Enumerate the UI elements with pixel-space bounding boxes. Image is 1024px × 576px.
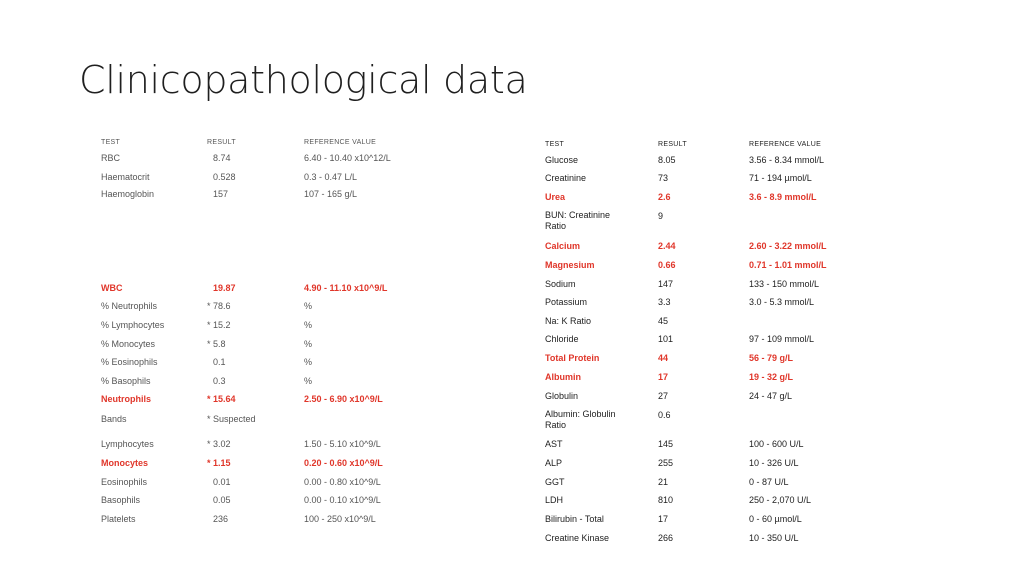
column-header: REFERENCE VALUE [749,141,822,148]
reference-value: 10 - 326 U/L [749,458,799,468]
flag-marker: * [207,458,211,468]
reference-value: 0.3 - 0.47 L/L [304,172,358,182]
result-value: 0.05 [213,495,231,505]
reference-value: % [304,320,313,330]
reference-value: 4.90 - 11.10 x10^9/L [304,283,388,293]
result-value: 0.528 [213,172,236,182]
result-value: 0.66 [658,260,676,270]
result-value: 21 [658,477,669,487]
page-title: Clinicopathological data [79,58,528,102]
test-name: Monocytes [101,458,149,468]
test-name: Bilirubin - Total [545,514,604,524]
test-name: ALP [545,458,563,468]
flag-marker: * [207,414,211,424]
test-name: Haematocrit [101,172,150,182]
test-name: Potassium [545,297,588,307]
result-value: 8.74 [213,153,231,163]
reference-value: % [304,339,313,349]
result-value: 27 [658,391,669,401]
test-name: Creatine Kinase [545,533,610,543]
reference-value: 1.50 - 5.10 x10^9/L [304,439,381,449]
test-name: Total Protein [545,353,600,363]
test-name: Urea [545,192,566,202]
test-name: % Neutrophils [101,301,158,311]
reference-value: 0.20 - 0.60 x10^9/L [304,458,383,468]
test-name: % Monocytes [101,339,156,349]
result-value: 9 [658,211,664,221]
reference-value: 10 - 350 U/L [749,533,799,543]
test-name: Albumin [545,372,581,382]
reference-value: 6.40 - 10.40 x10^12/L [304,153,391,163]
test-name: Chloride [545,334,579,344]
reference-value: 250 - 2,070 U/L [749,495,812,505]
test-name: Glucose [545,155,579,165]
test-name: Sodium [545,279,576,289]
test-name: Magnesium [545,260,595,270]
flag-marker: * [207,301,211,311]
result-value: 145 [658,439,674,449]
result-value: * 15.2 [207,320,231,330]
result-value: 3.3 [658,297,671,307]
reference-value: 3.0 - 5.3 mmol/L [749,297,815,307]
test-name: Lymphocytes [101,439,154,449]
test-name: GGT [545,477,565,487]
flag-marker: * [207,439,211,449]
result-value: 17 [658,514,669,524]
result-value: 8.05 [658,155,676,165]
reference-value: 3.6 - 8.9 mmol/L [749,192,817,202]
test-name: Albumin: Globulin Ratio [545,409,616,430]
column-header: RESULT [658,141,687,148]
test-name: Neutrophils [101,394,152,404]
test-name: Bands [101,414,127,424]
result-value: 0.6 [658,410,671,420]
column-header: RESULT [207,139,236,146]
test-name: LDH [545,495,564,505]
reference-value: 0.71 - 1.01 mmol/L [749,260,827,270]
reference-value: 0 - 60 µmol/L [749,514,802,524]
reference-value: 133 - 150 mmol/L [749,279,820,289]
column-header: REFERENCE VALUE [304,139,377,146]
result-value: * 78.6 [207,301,231,311]
reference-value: 0.00 - 0.80 x10^9/L [304,477,381,487]
reference-value: 2.50 - 6.90 x10^9/L [304,394,383,404]
reference-value: 71 - 194 µmol/L [749,173,812,183]
test-name: WBC [101,283,123,293]
result-value: 0.1 [213,357,226,367]
test-name: % Lymphocytes [101,320,165,330]
test-name: Basophils [101,495,141,505]
result-value: 147 [658,279,674,289]
test-name: Haemoglobin [101,189,155,199]
flag-marker: * [207,394,211,404]
result-value: * Suspected [207,414,256,424]
result-value: 0.01 [213,477,231,487]
test-name: % Eosinophils [101,357,158,367]
result-value: 17 [658,372,669,382]
reference-value: 24 - 47 g/L [749,391,793,401]
flag-marker: * [207,339,211,349]
result-value: 0.3 [213,376,226,386]
reference-value: % [304,376,313,386]
result-value: * 5.8 [207,339,226,349]
result-value: 101 [658,334,674,344]
result-value: * 15.64 [207,394,236,404]
reference-value: 3.56 - 8.34 mmol/L [749,155,825,165]
result-value: 44 [658,353,669,363]
test-name: % Basophils [101,376,151,386]
result-value: 73 [658,173,669,183]
reference-value: 0.00 - 0.10 x10^9/L [304,495,381,505]
result-value: 810 [658,495,674,505]
reference-value: 97 - 109 mmol/L [749,334,815,344]
reference-value: 19 - 32 g/L [749,372,794,382]
reference-value: 107 - 165 g/L [304,189,358,199]
result-value: 157 [213,189,229,199]
reference-value: 2.60 - 3.22 mmol/L [749,241,827,251]
reference-value: % [304,357,313,367]
flag-marker: * [207,320,211,330]
test-name: Calcium [545,241,581,251]
test-name: AST [545,439,563,449]
test-name: RBC [101,153,121,163]
result-value: 266 [658,533,674,543]
reference-value: % [304,301,313,311]
reference-value: 100 - 600 U/L [749,439,804,449]
test-name: Na: K Ratio [545,316,592,326]
test-name: Globulin [545,391,579,401]
reference-value: 100 - 250 x10^9/L [304,514,376,524]
column-header: TEST [545,141,565,148]
result-value: 255 [658,458,674,468]
result-value: 45 [658,316,669,326]
result-value: 236 [213,514,229,524]
column-header: TEST [101,139,121,146]
test-name: Eosinophils [101,477,148,487]
reference-value: 0 - 87 U/L [749,477,789,487]
reference-value: 56 - 79 g/L [749,353,794,363]
result-value: 19.87 [213,283,236,293]
result-value: * 3.02 [207,439,231,449]
test-name: Platelets [101,514,136,524]
result-value: 2.6 [658,192,671,202]
result-value: * 1.15 [207,458,231,468]
test-name: BUN: Creatinine Ratio [545,210,611,231]
result-value: 2.44 [658,241,676,251]
test-name: Creatinine [545,173,587,183]
